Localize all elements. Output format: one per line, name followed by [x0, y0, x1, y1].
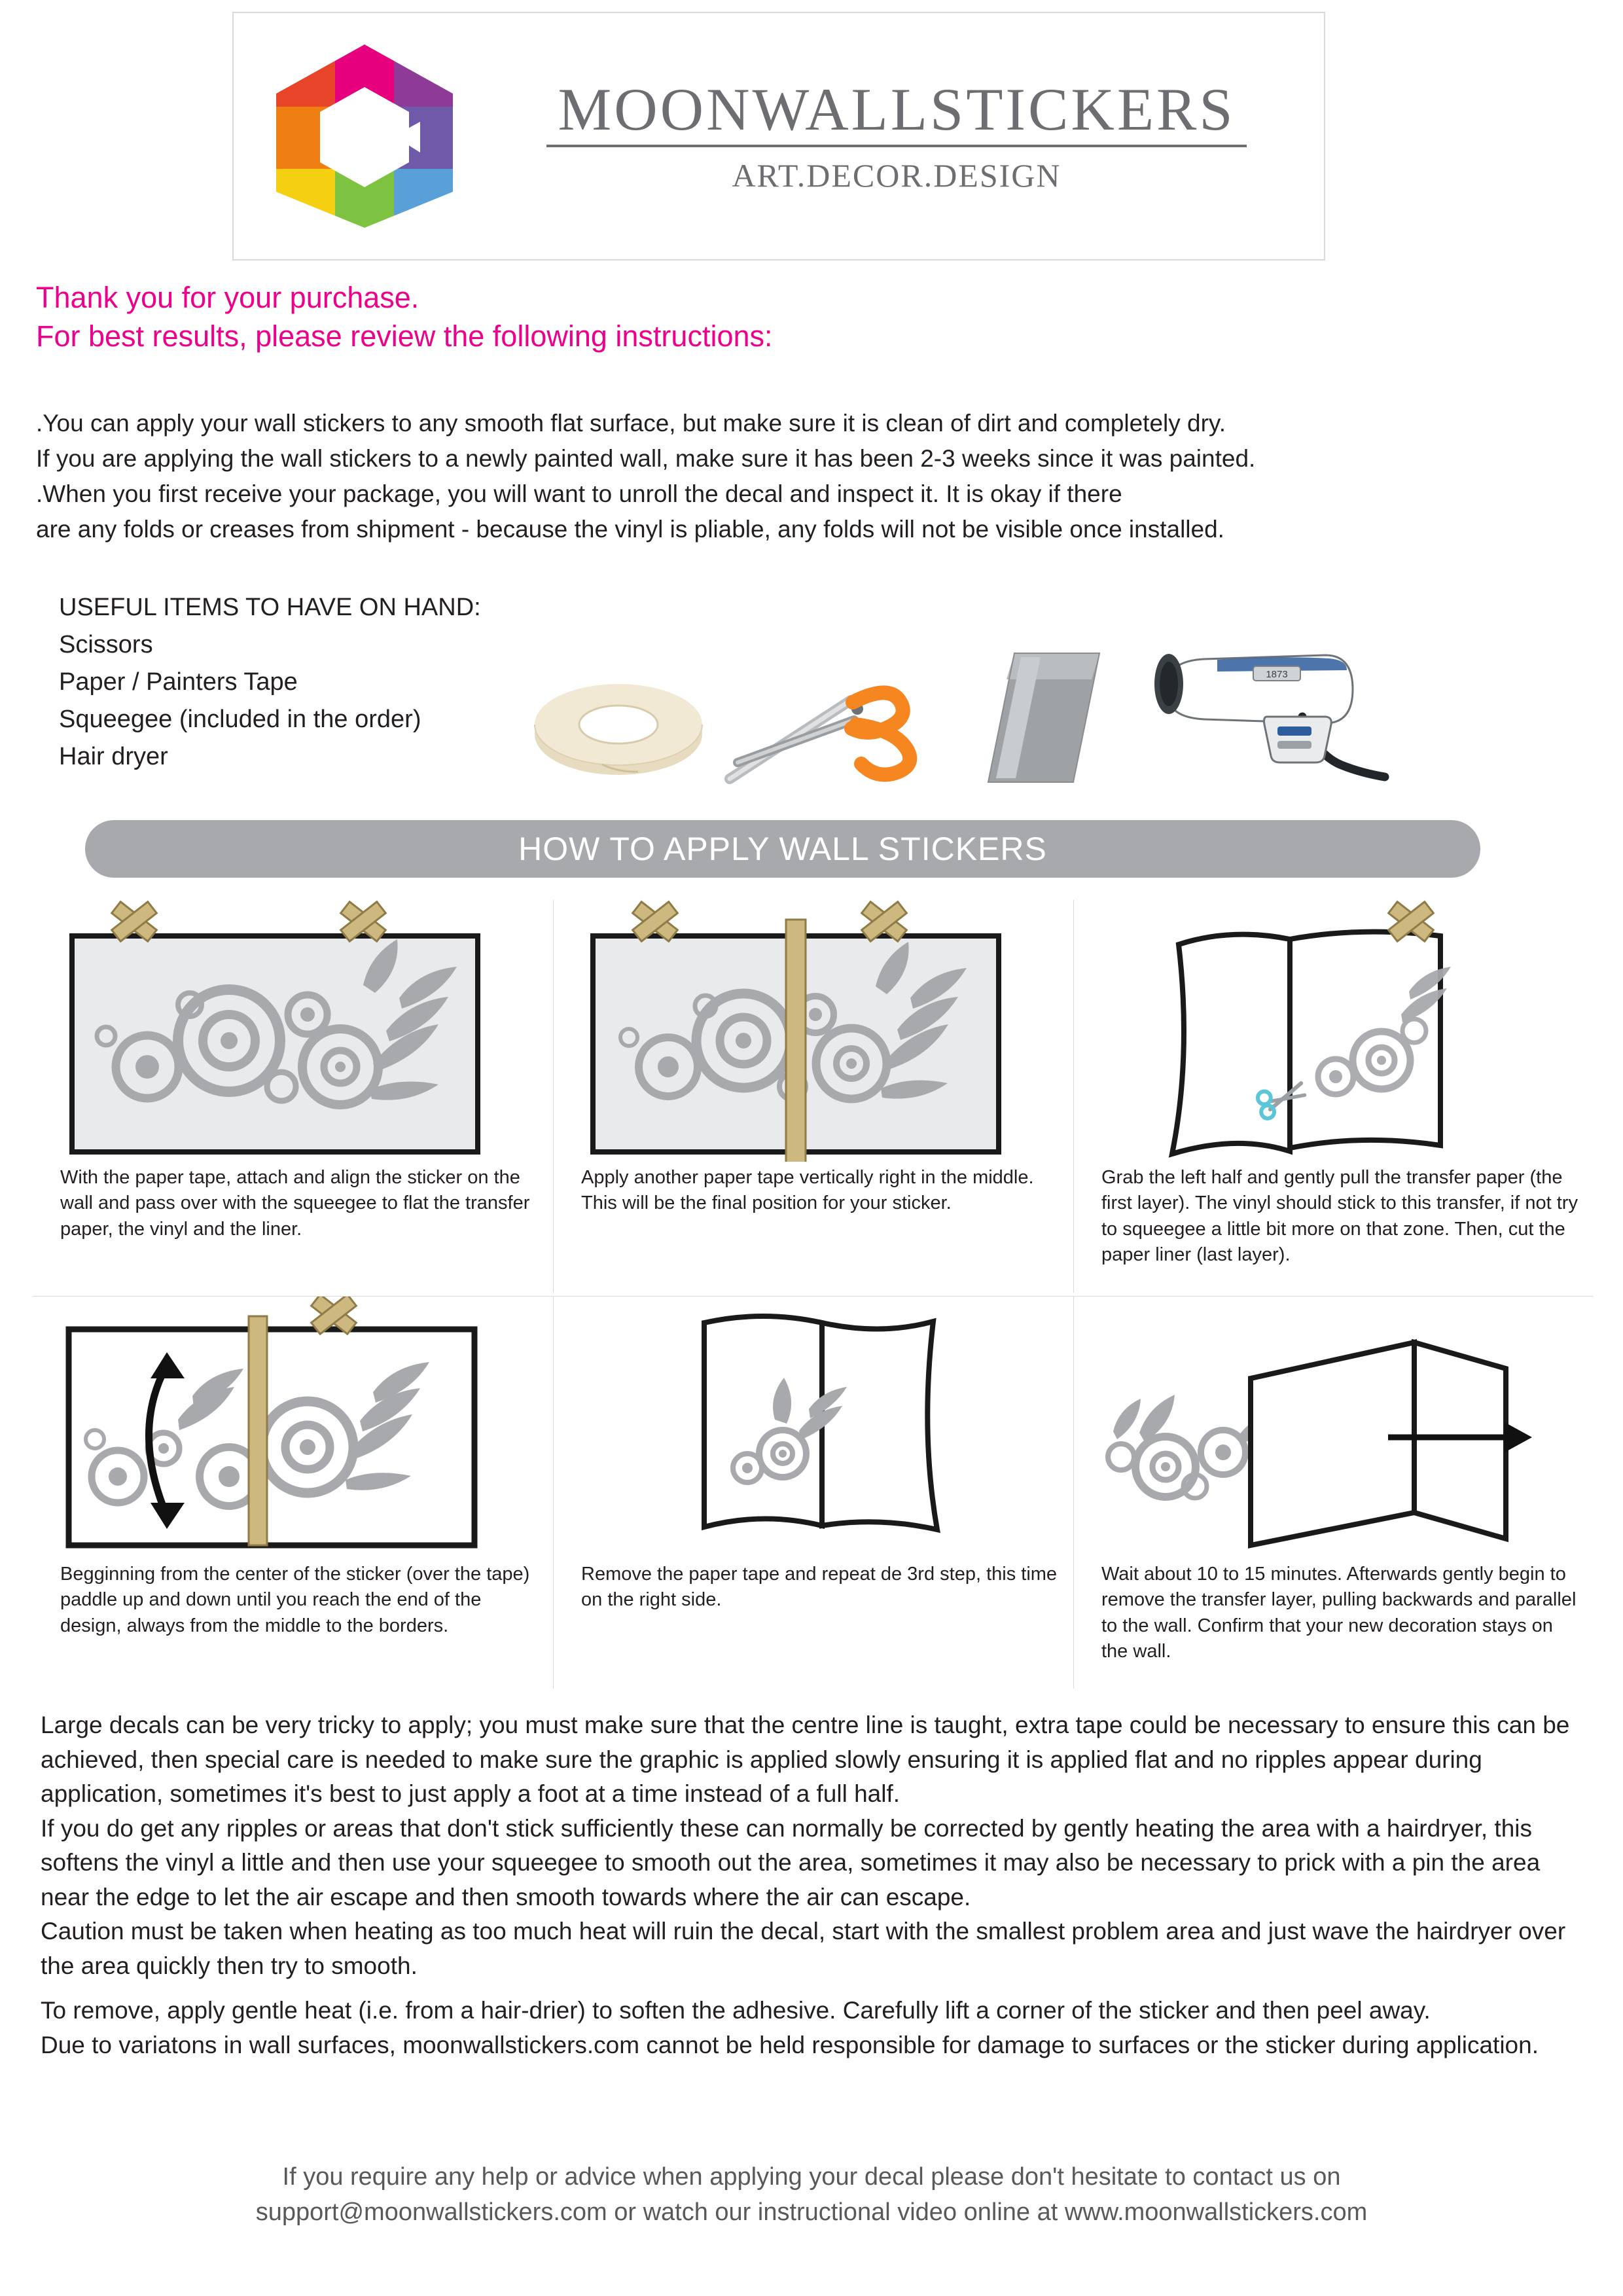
how-to-banner-label: HOW TO APPLY WALL STICKERS: [518, 831, 1047, 867]
how-to-banner: [85, 820, 1480, 878]
useful-item-tape: Paper / Painters Tape: [59, 668, 298, 696]
step-6-illustration: [1074, 1297, 1594, 1558]
step-3: [1073, 900, 1594, 1293]
footer-line-1: If you require any help or advice when applying your decal please don't hesitate to contact us on: [282, 2163, 1341, 2191]
thank-you-line-1: Thank you for your purchase.: [36, 281, 419, 314]
svg-text:1873: 1873: [1266, 669, 1288, 680]
step-2-caption: Apply another paper tape vertically right in the middle. This will be the final position for your sticker.: [581, 1167, 1034, 1214]
brand-divider: [546, 145, 1247, 147]
useful-items-title: USEFUL ITEMS TO HAVE ON HAND:: [59, 594, 481, 621]
brand-logo: [234, 25, 495, 247]
hair-dryer-icon: [1139, 648, 1400, 789]
hexagon-color-logo-icon: [257, 38, 473, 234]
step-2: [553, 900, 1073, 1293]
bottom-spacer: [41, 1983, 1585, 1994]
bottom-paragraph-5: Due to variatons in wall surfaces, moonwallstickers.com cannot be held responsible for damage to surfaces or the sticker during application.: [41, 2031, 1539, 2058]
step-5-caption: Remove the paper tape and repeat de 3rd step, this time on the right side.: [581, 1564, 1058, 1611]
step-4-illustration: [33, 1297, 553, 1558]
step-1-illustration: [33, 900, 553, 1162]
step-3-caption: Grab the left half and gently pull the transfer paper (the first layer). The vinyl should stick to this transfer, if not try to squeegee a little bit more on that zone. Then, cut the paper liner (last layer).: [1101, 1167, 1578, 1266]
intro-block: [36, 406, 1594, 547]
scissors-icon: [723, 664, 933, 789]
steps-row-2: [33, 1296, 1594, 1689]
bottom-paragraph-3: Caution must be taken when heating as too much heat will ruin the decal, start with the smallest problem area and just wave the hairdryer over the area quickly then try to smooth.: [41, 1918, 1566, 1979]
brand-name: MOONWALLSTICKERS: [558, 75, 1236, 143]
masking-tape-icon: [524, 672, 713, 783]
thank-you-line-2: For best results, please review the following instructions:: [36, 319, 773, 353]
intro-line-4: are any folds or creases from shipment - because the vinyl is pliable, any folds will not be visible once installed.: [36, 516, 1224, 543]
header-logo-box: [232, 12, 1325, 260]
brand-text: [495, 75, 1324, 195]
step-3-illustration: [1074, 900, 1594, 1162]
step-4-caption: Begginning from the center of the sticker (over the tape) paddle up and down until you reach the end of the design, always from the middle to the borders.: [60, 1564, 530, 1636]
bottom-notes: [41, 1708, 1585, 2062]
step-2-illustration: [554, 900, 1074, 1162]
tool-illustrations: [497, 612, 1446, 789]
bottom-paragraph-4: To remove, apply gentle heat (i.e. from a hair-drier) to soften the adhesive. Carefully lift a corner of the sticker and then peel away.: [41, 1997, 1431, 2024]
step-6-caption: Wait about 10 to 15 minutes. Afterwards gently begin to remove the transfer layer, pulling backwards and parallel to the wall. Confirm that your new decoration stays on the wall.: [1101, 1564, 1577, 1662]
step-4: [33, 1296, 553, 1689]
useful-item-squeegee: Squeegee (included in the order): [59, 706, 421, 733]
thank-you-block: [36, 278, 1587, 356]
bottom-paragraph-1: Large decals can be very tricky to apply; you must make sure that the centre line is taught, extra tape could be necessary to ensure this can be achieved, then special care is needed to make sure the graphic is applied slowly ensuring it is applied flat and no ripples appear during application, sometimes it's best to just apply a foot at a time instead of a full half.: [41, 1712, 1570, 1808]
step-1: [33, 900, 553, 1293]
squeegee-icon: [975, 648, 1119, 789]
useful-items-list: [59, 589, 517, 776]
footer-line-2: support@moonwallstickers.com or watch our instructional video online at www.moonwallstickers.com: [255, 2198, 1368, 2226]
useful-item-hair-dryer: Hair dryer: [59, 743, 168, 770]
step-6: [1073, 1296, 1594, 1689]
steps-row-1: [33, 900, 1594, 1293]
steps-grid: [33, 900, 1594, 1695]
step-5-illustration: [554, 1297, 1074, 1558]
useful-item-scissors: Scissors: [59, 631, 153, 658]
intro-line-2: If you are applying the wall stickers to a newly painted wall, make sure it has been 2-3 weeks since it was painted.: [36, 445, 1256, 473]
bottom-paragraph-2: If you do get any ripples or areas that don't stick sufficiently these can normally be corrected by gently heating the area with a hairdryer, this softens the vinyl a little and then use your squeegee to smooth out the area, sometimes it may also be necessary to prick with a pin the area near the edge to let the air escape and then smooth towards where the air can escape.: [41, 1814, 1541, 1910]
intro-line-3: .When you first receive your package, you will want to unroll the decal and inspect it. It is okay if there: [36, 480, 1122, 508]
brand-tagline: ART.DECOR.DESIGN: [732, 157, 1061, 194]
step-5: [553, 1296, 1073, 1689]
footer-contact: [0, 2160, 1623, 2231]
intro-line-1: .You can apply your wall stickers to any smooth flat surface, but make sure it is clean of dirt and completely dry.: [36, 410, 1226, 437]
step-1-caption: With the paper tape, attach and align the sticker on the wall and pass over with the squeegee to flat the transfer paper, the vinyl and the liner.: [60, 1167, 530, 1240]
